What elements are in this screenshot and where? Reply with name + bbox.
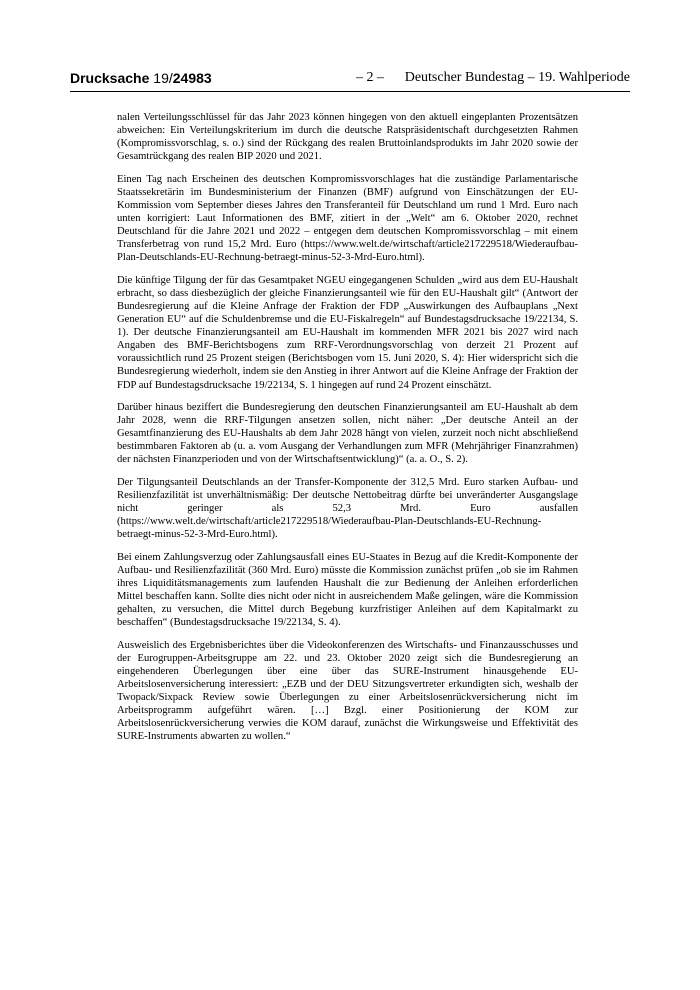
page-number: – 2 –	[356, 70, 384, 85]
paragraph: Bei einem Zahlungsverzug oder Zahlungsausfall eines EU-Staates in Bezug auf die Kredit-Komponente der Aufbau- und Resilienzfazilität (360 Mrd. Euro) müsste die Kommission zunächst prüfen „ob sie im Rahmen ihres Liquiditätsmanagements zum laufenden Haushalt die zur Bedienung der Anleihen erforderlichen Mittel beschaffen kann. Sollte dies nicht oder nicht in ausreichendem Maße gelingen, wäre die Kommission gehalten, zu versuchen, die Mittel durch Begebung kurzfristiger Anleihen auf dem Kapitalmarkt zu beschaffen“ (Bundestagsdrucksache 19/22134, S. 4).	[117, 551, 578, 629]
body-text	[117, 111, 578, 753]
page-header	[70, 70, 630, 90]
document-id	[70, 70, 212, 86]
doc-number: 24983	[172, 70, 212, 86]
paragraph: Der Tilgungsanteil Deutschlands an der Transfer-Komponente der 312,5 Mrd. Euro starken Aufbau- und Resilienzfazilität ist unverhältnismäßig: Der deutsche Nettobeitrag dürfte bei unveränderter Ausgangslage nicht geringer als 52,3 Mrd. Euro ausfallen (https://www.welt.de/wirtschaft/article217229518/Wiederaufbau-Plan-Deutschlands-EU-Rechnung-betraegt-minus-52-3-Mrd-Euro.html).	[117, 476, 578, 541]
paragraph: Einen Tag nach Erscheinen des deutschen Kompromissvorschlages hat die zuständige Parlamentarische Staatssekretärin im Bundesministerium der Finanzen (BMF) aufgrund von Einschätzungen der EU-Kommission vom September dieses Jahres den Transferanteil für Deutschland um rund 1 Mrd. Euro nach unten korrigiert: Laut Informationen des BMF, zitiert in der „Welt“ am 6. Oktober 2020, rechnet Deutschland für die Jahre 2021 und 2022 – entgegen dem deutschen Kompromissvorschlag – mit einem Transferbetrag von rund 15,2 Mrd. Euro (https://www.welt.de/wirtschaft/article217229518/Wiederaufbau-Plan-Deutschlands-EU-Rechnung-betraegt-minus-52-3-Mrd-Euro.html).	[117, 173, 578, 264]
paragraph: Ausweislich des Ergebnisberichtes über die Videokonferenzen des Wirtschafts- und Finanzausschusses und der Eurogruppen-Arbeitsgruppe am 22. und 23. Oktober 2020 zeigt sich die Bundesregierung an eingehenderen Überlegungen über eine über das SURE-Instrument hinausgehende EU-Arbeitslosenversicherung interessiert: „EZB und der DEU Sitzungsvertreter erkundigten sich, weshalb der Twopack/Sixpack Review sowie Überlegungen zu einer Arbeitslosenrückversicherung nicht im Arbeitsprogramm aufgeführt wären. […] Bzgl. einer Positionierung der KOM zur Arbeitslosenrückversicherung verwies die KOM darauf, zunächst die Wirkungsweise und Effektivität des SURE-Instruments abwarten zu wollen.“	[117, 639, 578, 743]
doc-number-prefix: 19/	[153, 70, 173, 86]
paragraph: Die künftige Tilgung der für das Gesamtpaket NGEU eingegangenen Schulden „wird aus dem EU-Haushalt erbracht, so dass diesbezüglich der gleiche Finanzierungsanteil wie für den EU-Haushalt gilt“ (Antwort der Bundesregierung auf die Kleine Anfrage der Fraktion der FDP „Auswirkungen des Aufbauplans „Next Generation EU“ auf die Schuldenbremse und die EU-Fiskalregeln“ auf Bundestagsdrucksache 19/22134, S. 1). Der deutsche Finanzierungsanteil am EU-Haushalt im kommenden MFR 2021 bis 2027 wird nach Angaben des BMF-Berichtsbogens zum RRF-Verordnungsvorschlag von derzeit 21 Prozent auf voraussichtlich rund 25 Prozent steigen (Berichtsbogen vom 15. Juni 2020, S. 4): Hier widerspricht sich die Bundesregierung wiederholt, indem sie den Anstieg in ihrer Antwort auf die Kleine Anfrage der Fraktion der FDP auf Bundestagsdrucksache 19/22134, S. 1 hingegen auf rund 24 Prozent einschätzt.	[117, 274, 578, 391]
paragraph: Darüber hinaus beziffert die Bundesregierung den deutschen Finanzierungsanteil am EU-Haushalt ab dem Jahr 2028, wenn die RRF-Tilgungen ansetzen sollen, nicht näher: „Der deutsche Anteil an der Gesamtfinanzierung des EU-Haushalts ab dem Jahr 2028 hängt von vielen, zurzeit noch nicht abschließend bestimmbaren Faktoren ab (u. a. vom Ausgang der Verhandlungen zum MFR (Mehrjähriger Finanzrahmen) der nächsten Finanzperioden und von der Wirtschaftsentwicklung)“ (a. a. O., S. 2).	[117, 402, 578, 466]
publisher: Deutscher Bundestag – 19. Wahlperiode	[404, 70, 630, 85]
header-rule	[70, 91, 630, 92]
paragraph: nalen Verteilungsschlüssel für das Jahr 2023 können hingegen von den aktuell eingeplanten Prozentsätzen abweichen: Ein Verteilungskriterium im durch die deutsche Ratspräsidentschaft durchgesetzten Rahmen (Kompromissvorschlag, s. o.) sind der Rückgang des realen Bruttoinlandsprodukts im Jahr 2020 sowie der Gesamtrückgang des realen BIP 2020 und 2021.	[117, 112, 578, 163]
doc-label: Drucksache	[70, 70, 150, 86]
